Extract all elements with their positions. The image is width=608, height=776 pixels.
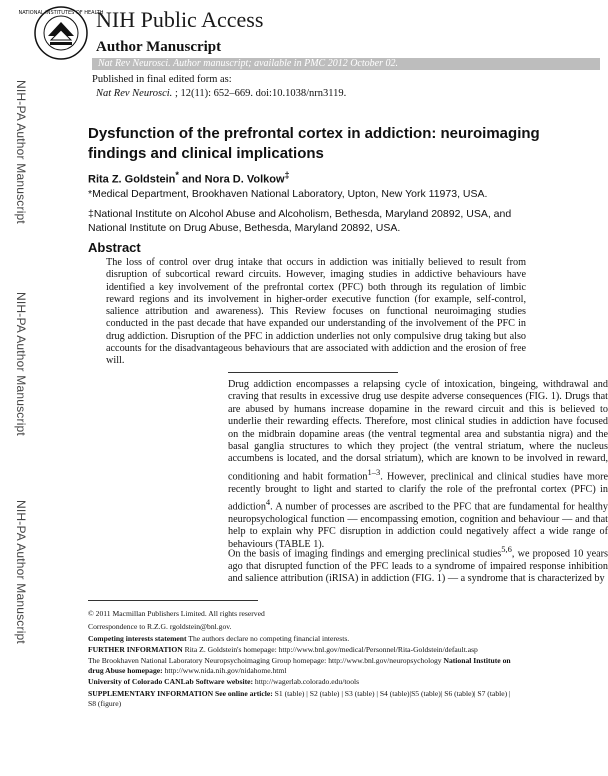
correspondence: Correspondence to R.Z.G. rgoldstein@bnl.gov. bbox=[88, 622, 232, 631]
copyright: © 2011 Macmillan Publishers Limited. All rights reserved bbox=[88, 609, 265, 618]
body-paragraph-2: On the basis of imaging findings and emerging preclinical studies$^{5,6}$, we proposed 10 years ago that disrupted function of the PFC leads to a syndrome of impaired response inhibition and salience attribution (iRISA) in addiction (FIG. 1) — a syndrome that is characterized by bbox=[228, 544, 608, 585]
abstract-text: The loss of control over drug intake that occurs in addiction was initially believed to result from disruption of subcortical reward circuits. However, imaging studies in addictive behaviours have identified a key involvement of the prefrontal cortex (PFC) both through its regulation of limbic reward regions and its involvement in higher-order executive function (for example, self-control, salience attribution and awareness). This Review focuses on functional neuroimaging studies conducted in the past decade that have expanded our understanding of the involvement of the PFC in drug addiction. Disruption of the PFC in addiction underlies not only compulsive drug taking but also accounts for the disadvantageous behaviours that are associated with addiction and the erosion of free will. bbox=[106, 257, 526, 367]
body-paragraph-1: Drug addiction encompasses a relapsing cycle of intoxication, bingeing, withdrawal and craving that results in excessive drug use despite adverse consequences (FIG. 1). Drugs that are abused by humans increase dopamine in the reward circuit and this is believed to underlie their rewarding effects. Therefore, most clinical studies in addiction have focused on the midbrain dopamine areas (the ventral tegmental area and substantia nigra) and the basal ganglia structures to which they project (the ventral striatum, where the nucleus accumbens is located, and the dorsal striatum), which are known to be involved in reward, conditioning and habit formation$^{1-3}$. However, preclinical and clinical studies have more recently brought to light and started to clarify the role of the prefrontal cortex (PFC) in addiction$^4$. A number of processes are ascribed to the PFC that are fundamental for healthy neuropsychological function — encompassing emotion, cognition and behaviour — and that help to explain why PFC disruption in addiction could negatively affect a wide range of behaviours (TABLE 1). bbox=[228, 379, 608, 550]
article-title: Dysfunction of the prefrontal cortex in addiction: neuroimaging findings and clinical implications bbox=[88, 125, 540, 162]
author-conjunction: and bbox=[178, 173, 205, 186]
lab-homepages: The Brookhaven National Laboratory Neuropsychoimaging Group homepage: http://www.bnl.gov/neuropsychology National Institute on drug Abuse homepage: http://www.nida.nih.gov/nidahome.html bbox=[88, 656, 511, 676]
citation bbox=[96, 88, 346, 99]
reference[interactable]: 4 bbox=[265, 497, 271, 508]
reference[interactable]: 1–3 bbox=[367, 466, 381, 477]
side-label-2: NIH-PA Author Manuscript bbox=[14, 292, 28, 436]
availability-bar bbox=[92, 58, 600, 70]
divider bbox=[228, 372, 398, 373]
abstract-heading: Abstract bbox=[88, 240, 141, 255]
supplementary-information: SUPPLEMENTARY INFORMATION See online article: S1 (table) | S2 (table) | S3 (table) | S4 (table)|S5 (table)| S6 (table)| S7 (table) | S8 (figure) bbox=[88, 689, 511, 709]
side-label-1: NIH-PA Author Manuscript bbox=[14, 80, 28, 224]
author-manuscript-label: Author Manuscript bbox=[96, 39, 222, 55]
author-1-mark: * bbox=[175, 170, 179, 180]
software-website: University of Colorado CANLab Software website: http://wagerlab.colorado.edu/tools bbox=[88, 677, 360, 686]
author-2-mark: ‡ bbox=[284, 170, 290, 180]
reference[interactable]: 5,6 bbox=[501, 544, 512, 554]
side-label-3: NIH-PA Author Manuscript bbox=[14, 500, 28, 644]
nih-logo-icon bbox=[18, 6, 104, 60]
citation-details: ; 12(11): 652–669. doi:10.1038/nrn3119. bbox=[172, 88, 347, 99]
author-2: Nora D. Volkow bbox=[204, 173, 285, 186]
footnote-divider bbox=[88, 600, 258, 601]
affiliation-2: ‡National Institute on Alcohol Abuse and Alcoholism, Bethesda, Maryland 20892, USA, and National Institute on Drug Abuse, Bethesda, Maryland 20892, USA. bbox=[88, 208, 512, 234]
further-information: FURTHER INFORMATION Rita Z. Goldstein's homepage: http://www.bnl.gov/medical/Personnel/Rita-Goldstein/default.asp bbox=[88, 645, 478, 654]
logo-text: NATIONAL INSTITUTES OF HEALTH bbox=[18, 10, 104, 16]
affiliation-1: *Medical Department, Brookhaven National Laboratory, Upton, New York 11973, USA. bbox=[88, 188, 488, 200]
author-1: Rita Z. Goldstein bbox=[88, 173, 176, 186]
authors bbox=[88, 170, 290, 186]
nih-public-access-title: NIH Public Access bbox=[96, 7, 264, 32]
availability-text: Nat Rev Neurosci. Author manuscript; available in PMC 2012 October 02. bbox=[98, 58, 398, 69]
published-label: Published in final edited form as: bbox=[92, 74, 232, 85]
journal-name: Nat Rev Neurosci. bbox=[96, 88, 173, 99]
competing-interests: Competing interests statement The authors declare no competing financial interests. bbox=[88, 634, 350, 643]
